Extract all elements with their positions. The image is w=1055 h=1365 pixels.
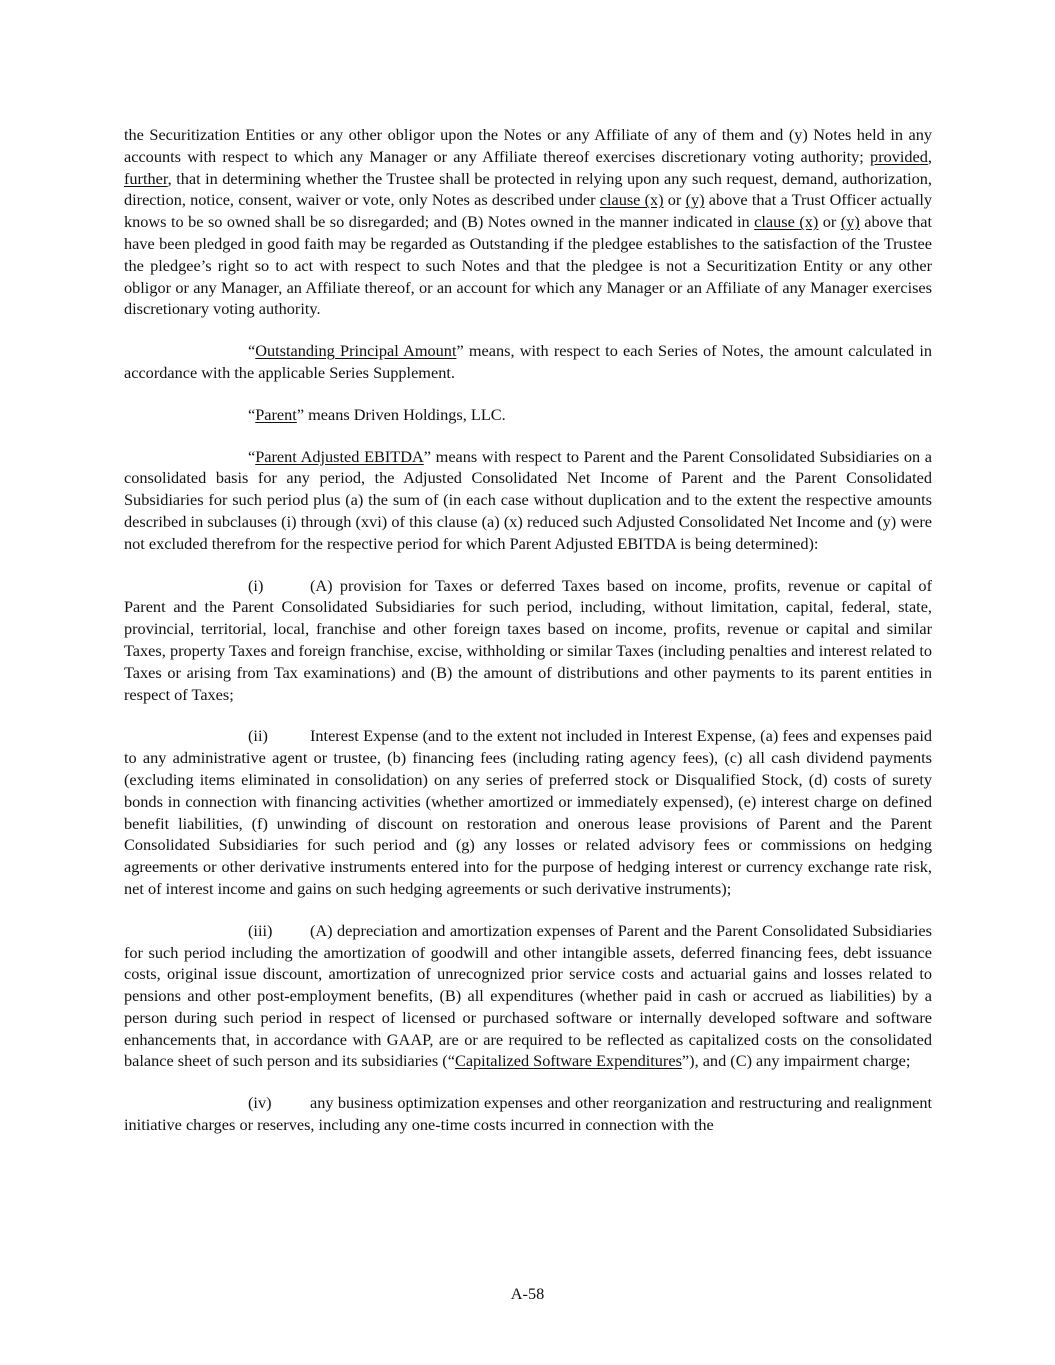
- subclause-number: (iii): [248, 920, 273, 940]
- defined-term: Capitalized Software Expenditures: [454, 1051, 682, 1071]
- ref-clause-y: (y): [840, 212, 860, 232]
- term-provided: provided: [870, 146, 928, 166]
- defined-term: Parent Adjusted EBITDA: [255, 446, 424, 466]
- defined-term: Parent: [255, 404, 297, 424]
- subclause-iii: (iii) (A) depreciation and amortization expenses of Parent and the Parent Consolidated Subsidiaries for such period including the amortization of goodwill and other intangible assets, deferred financing fees, debt issuance costs, original issue discount, amortization of unrecognized prior service costs and actuarial gains and losses related to pensions and other post-employment benefits, (B) all expenditures (whether paid in cash or accrued as liabilities) by a person during such period in respect of licensed or purchased software or internally developed software and software enhancements that, in accordance with GAAP, are or are required to be reflected as capitalized costs on the consolidated balance sheet of such person and its subsidiaries (“Capitalized Software Expenditures”), and (C) any impairment charge;: [124, 920, 932, 1071]
- subclause-ii: (ii) Interest Expense (and to the extent not included in Interest Expense, (a) fees and expenses paid to any administrative agent or trustee, (b) financing fees (including rating agency fees), (c) all cash dividend payments (excluding items eliminated in consolidation) on any series of preferred stock or Disqualified Stock, (d) costs of surety bonds in connection with financing activities (whether amortized or immediately expensed), (e) interest charge on defined benefit liabilities, (f) unwinding of discount on restoration and onerous lease provisions of Parent and the Parent Consolidated Subsidiaries for such period and (g) any losses or related advisory fees or commissions on hedging agreements or other derivative instruments entered into for the purpose of hedging interest or currency exchange rate risk, net of interest income and gains on such hedging agreements or such derivative instruments);: [124, 726, 932, 898]
- subclause-number: (i): [248, 575, 264, 595]
- defined-term: Outstanding Principal Amount: [255, 341, 457, 361]
- ref-clause-x: clause (x): [754, 212, 819, 232]
- document-body: [124, 124, 932, 1156]
- paragraph-outstanding-continued: the Securitization Entities or any other obligor upon the Notes or any Affiliate of any of them and (y) Notes held in any accounts with respect to which any Manager or any Affiliate thereof exercises discretionary voting authority; provided, further, that in determining whether the Trustee shall be protected in relying upon any such request, demand, authorization, direction, notice, consent, waiver or vote, only Notes as described under clause (x) or (y) above that a Trust Officer actually knows to be so owned shall be so disregarded; and (B) Notes owned in the manner indicated in clause (x) or (y) above that have been pledged in good faith may be regarded as Outstanding if the pledgee establishes to the satisfaction of the Trustee the pledgee’s right so to act with respect to such Notes and that the pledgee is not a Securitization Entity or any other obligor or any Manager, an Affiliate thereof, or an account for which any Manager or an Affiliate of any Manager exercises discretionary voting authority.: [124, 125, 933, 319]
- subclause-iv: (iv) any business optimization expenses and other reorganization and restructuring and realignment initiative charges or reserves, including any one-time costs incurred in connection with the: [124, 1093, 932, 1135]
- page-number: A-58: [510, 1284, 545, 1303]
- subclause-number: (ii): [248, 726, 268, 746]
- ref-clause-x: clause (x): [599, 190, 664, 210]
- definition-parent-adjusted-ebitda: “Parent Adjusted EBITDA” means with respect to Parent and the Parent Consolidated Subsidiaries on a consolidated basis for any period, the Adjusted Consolidated Net Income of Parent and the Parent Consolidated Subsidiaries for such period plus (a) the sum of (in each case without duplication and to the extent the respective amounts described in subclauses (i) through (xvi) of this clause (a) (x) reduced such Adjusted Consolidated Net Income and (y) were not excluded therefrom for the respective period for which Parent Adjusted EBITDA is being determined):: [124, 446, 933, 553]
- ref-clause-y: (y): [685, 190, 705, 210]
- term-further: further: [124, 168, 168, 188]
- subclause-i: (i) (A) provision for Taxes or deferred Taxes based on income, profits, revenue or capital of Parent and the Parent Consolidated Subsidiaries for such period, including, without limitation, capital, federal, state, provincial, territorial, local, franchise and other foreign taxes based on income, profits, revenue or capital and similar Taxes, property Taxes and foreign franchise, excise, withholding or similar Taxes (including penalties and interest related to Taxes or arising from Tax examinations) and (B) the amount of distributions and other payments to its parent entities in respect of Taxes;: [124, 575, 932, 704]
- definition-parent: “Parent” means Driven Holdings, LLC.: [248, 404, 506, 424]
- definition-outstanding-principal-amount: “Outstanding Principal Amount” means, with respect to each Series of Notes, the amount calculated in accordance with the applicable Series Supplement.: [124, 341, 932, 382]
- subclause-number: (iv): [248, 1093, 272, 1113]
